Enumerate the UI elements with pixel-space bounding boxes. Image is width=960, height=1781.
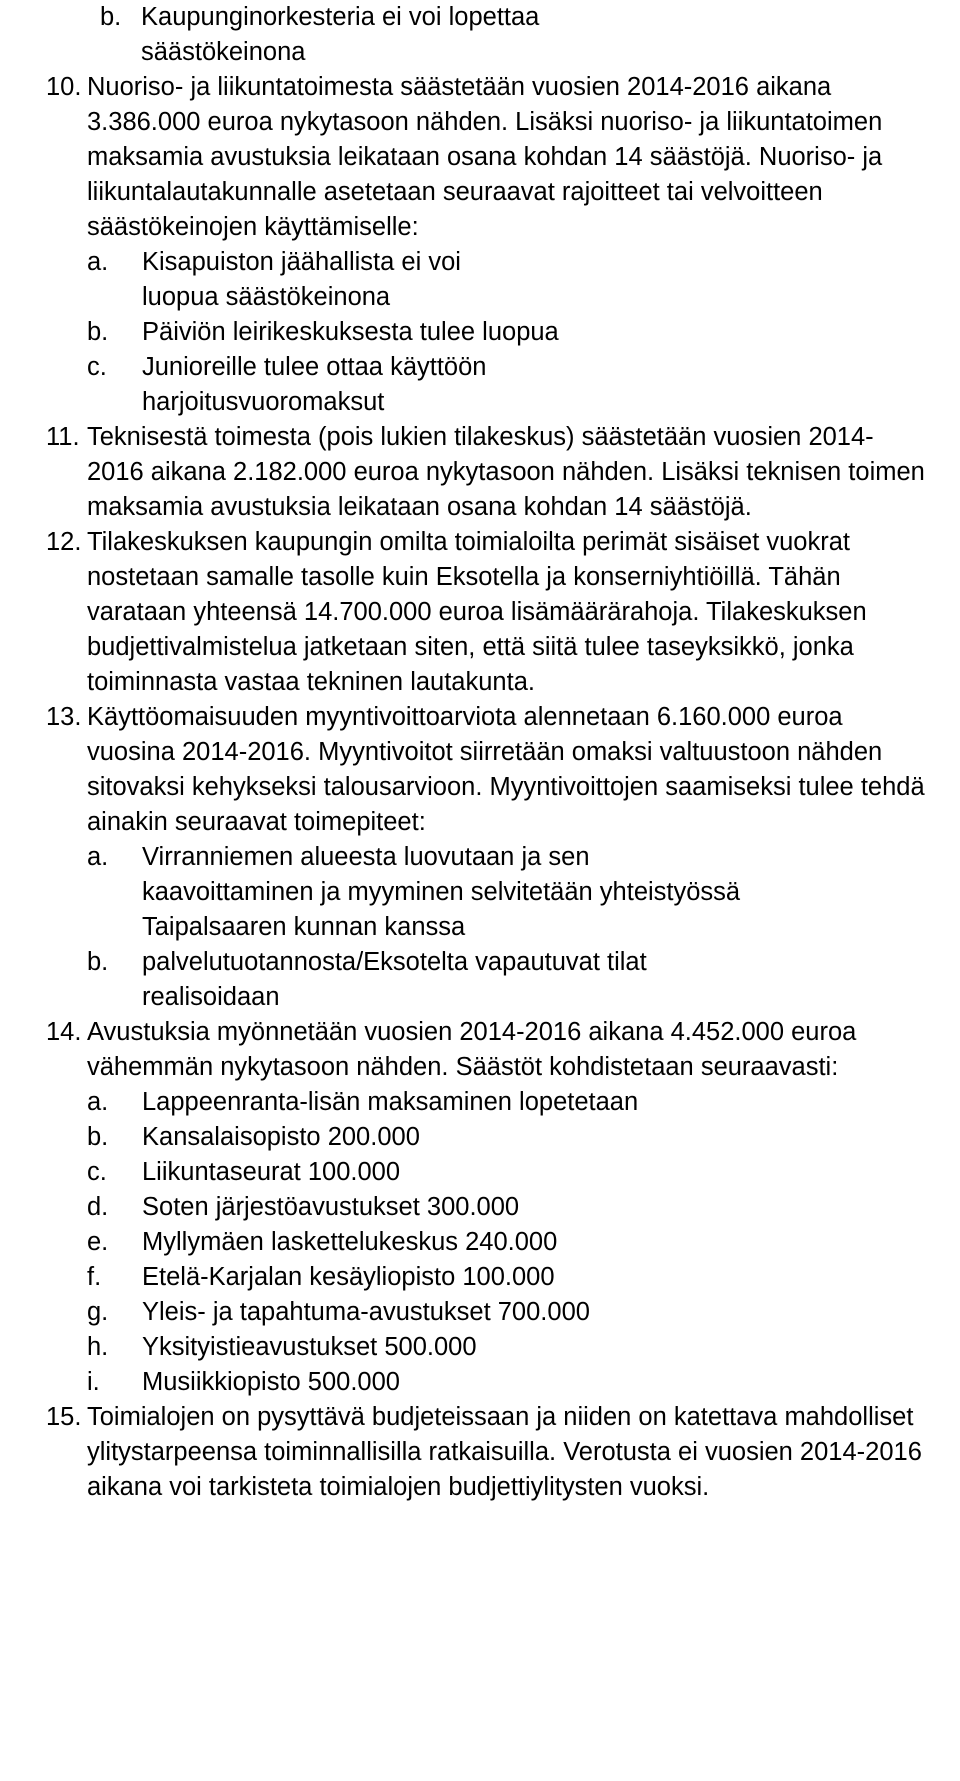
list-item-text: Kaupunginorkesteria ei voi lopettaa säästökeinona [141,3,540,66]
list-marker: f. [87,1263,102,1291]
list-marker: 10. [46,73,82,101]
list-item-top-b [100,0,884,70]
list-marker: c. [87,353,107,381]
sub-item-14-h [87,1330,917,1365]
sub-item-10-c [87,350,917,420]
list-item-text: Soten järjestöavustukset 300.000 [142,1193,520,1221]
list-marker: h. [87,1333,109,1361]
list-item-text: Käyttöomaisuuden myyntivoittoarviota alennetaan 6.160.000 euroa vuosina 2014-2016. Myyntivoitot siirretään omaksi valtuustoon nähden sitovaksi kehykseksi talousarvioon. Myyntivoittojen saamiseksi tulee tehdä ainakin seuraavat toimepiteet: [87,703,925,836]
sub-item-13-a [87,840,917,945]
list-item-text: Yksityistieavustukset 500.000 [142,1333,477,1361]
sub-item-10-b [87,315,917,350]
list-item-text: Yleis- ja tapahtuma-avustukset 700.000 [142,1298,590,1326]
list-item-text: Etelä-Karjalan kesäyliopisto 100.000 [142,1263,555,1291]
sub-item-14-e [87,1225,917,1260]
list-item-text: Junioreille tulee ottaa käyttöön harjoitusvuoromaksut [142,353,487,416]
list-item-text: palvelutuotannosta/Eksotelta vapautuvat tilat realisoidaan [142,948,647,1011]
list-marker: e. [87,1228,109,1256]
list-item-text: Tilakeskuksen kaupungin omilta toimialoilta perimät sisäiset vuokrat nostetaan samalle tasolle kuin Eksotella ja konserniyhtiöillä. Tähän varataan yhteensä 14.700.000 euroa lisämäärärahoja. Tilakeskuksen budjettivalmistelua jatketaan siten, että siitä tulee taseyksikkö, jonka toiminnasta vastaa tekninen lautakunta. [87,528,867,696]
list-item-text: Lappeenranta-lisän maksaminen lopetetaan [142,1088,639,1116]
sub-item-14-b [87,1120,917,1155]
list-item-text: Toimialojen on pysyttävä budjeteissaan ja niiden on katettava mahdolliset ylitystarpeensa toiminnallisilla ratkaisuilla. Verotusta ei vuosien 2014-2016 aikana voi tarkisteta toimialojen budjettiylitysten vuoksi. [87,1403,922,1501]
list-marker: 12. [46,528,82,556]
list-item-15 [46,1400,930,1505]
list-item-text: Musiikkiopisto 500.000 [142,1368,400,1396]
sub-item-14-i [87,1365,917,1400]
sub-item-14-f [87,1260,917,1295]
list-marker: b. [87,948,109,976]
list-marker: 11. [46,423,80,451]
list-marker: a. [87,843,109,871]
sub-item-13-b [87,945,917,1015]
list-marker: i. [87,1368,100,1396]
list-marker: b. [87,1123,109,1151]
list-marker: a. [87,248,109,276]
list-item-12 [46,525,930,700]
sub-item-10-a [87,245,917,315]
sub-item-14-d [87,1190,917,1225]
list-item-text: Päiviön leirikeskuksesta tulee luopua [142,318,559,346]
list-item-text: Nuoriso- ja liikuntatoimesta säästetään vuosien 2014-2016 aikana 3.386.000 euroa nykytasoon nähden. Lisäksi nuoriso- ja liikuntatoimen maksamia avustuksia leikataan osana kohdan 14 säästöjä. Nuoriso- ja liikuntalautakunnalle asetetaan seuraavat rajoitteet tai velvoitteen säästökeinojen käyttämiselle: [87,73,883,241]
list-marker: 15. [46,1403,82,1431]
sub-item-14-c [87,1155,917,1190]
list-marker: a. [87,1088,109,1116]
list-item-text: Virranniemen alueesta luovutaan ja sen kaavoittaminen ja myyminen selvitetään yhteistyössä Taipalsaaren kunnan kanssa [142,843,741,941]
list-item-10 [46,70,930,245]
list-item-text: Myllymäen laskettelukeskus 240.000 [142,1228,558,1256]
list-item-text: Avustuksia myönnetään vuosien 2014-2016 aikana 4.452.000 euroa vähemmän nykytasoon nähden. Säästöt kohdistetaan seuraavasti: [87,1018,857,1081]
list-marker: b. [87,318,109,346]
list-marker: d. [87,1193,109,1221]
list-marker: g. [87,1298,109,1326]
list-marker: b. [100,3,122,31]
list-item-text: Teknisestä toimesta (pois lukien tilakeskus) säästetään vuosien 2014-2016 aikana 2.182.000 euroa nykytasoon nähden. Lisäksi teknisen toimen maksamia avustuksia leikataan osana kohdan 14 säästöjä. [87,423,925,521]
list-marker: 13. [46,703,82,731]
list-item-13 [46,700,930,840]
list-item-14 [46,1015,930,1085]
sub-item-14-a [87,1085,917,1120]
list-item-11 [46,420,930,525]
list-item-text: Kisapuiston jäähallista ei voi luopua säästökeinona [142,248,461,311]
list-marker: 14. [46,1018,82,1046]
list-item-text: Kansalaisopisto 200.000 [142,1123,420,1151]
list-item-text: Liikuntaseurat 100.000 [142,1158,401,1186]
sub-item-14-g [87,1295,917,1330]
list-marker: c. [87,1158,107,1186]
